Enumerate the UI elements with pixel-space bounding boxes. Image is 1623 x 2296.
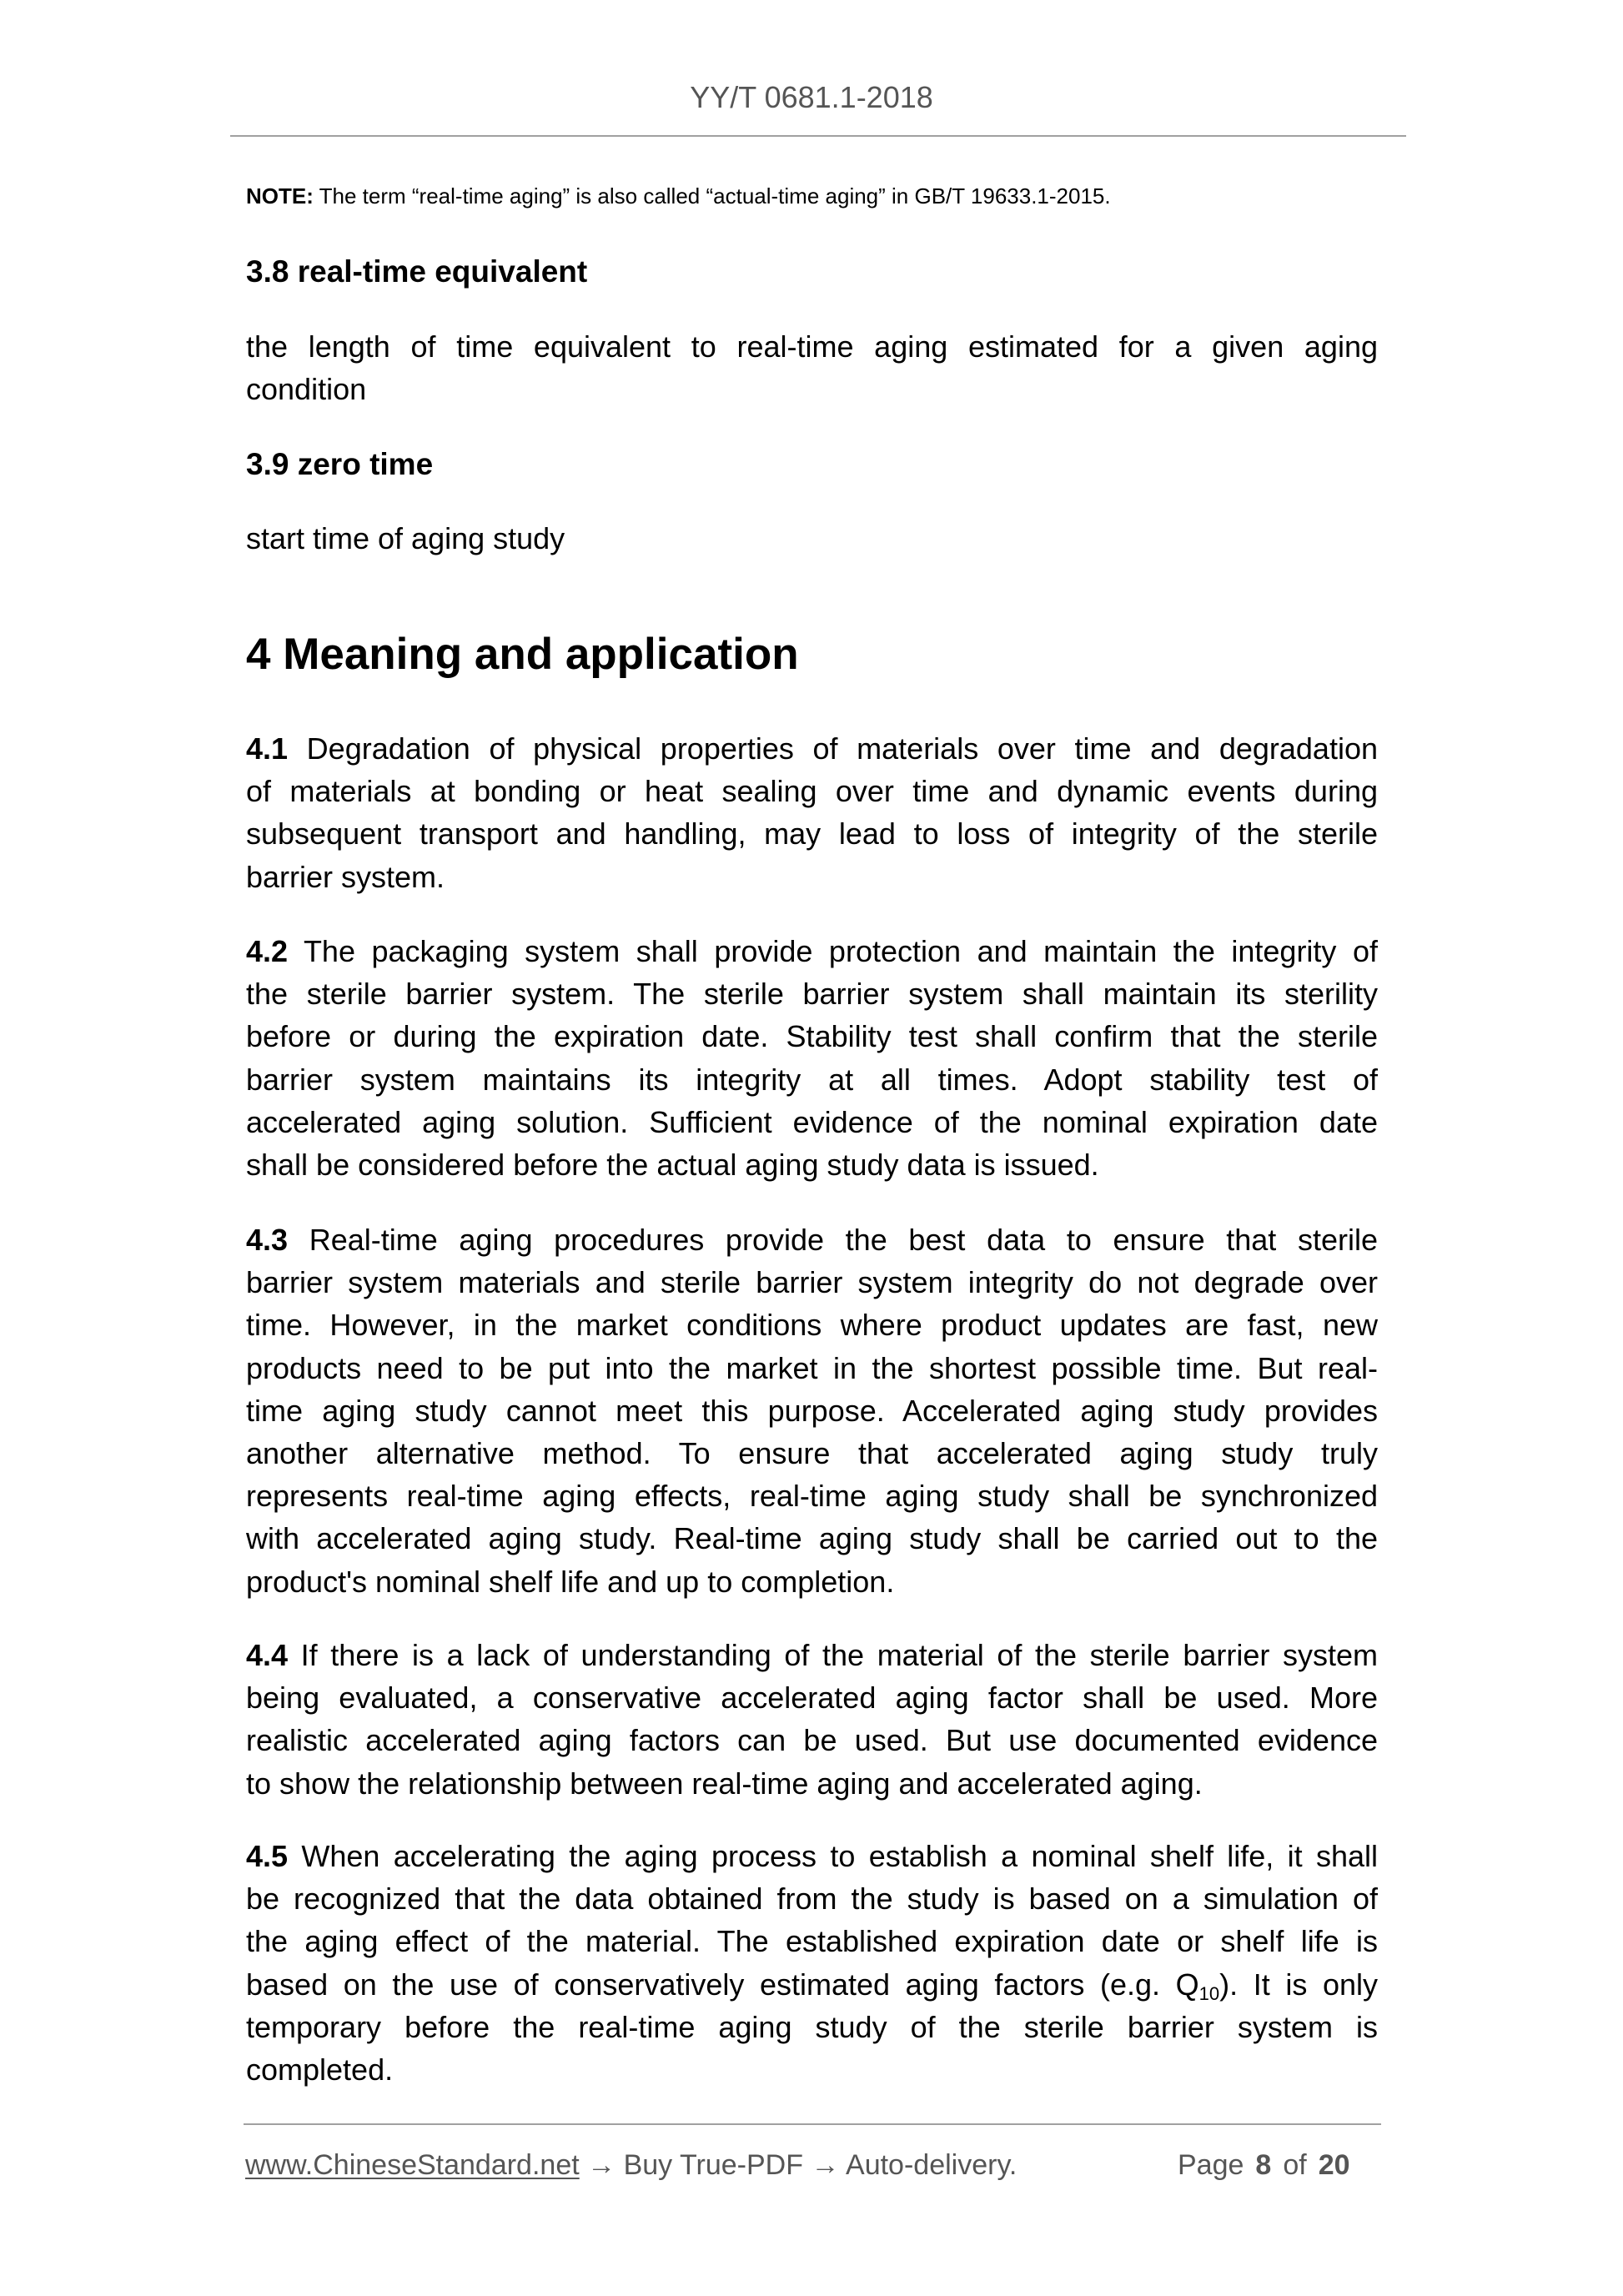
paragraph-line: the sterile barrier system. The sterile barrier system shall maintain its sterility — [246, 977, 1378, 1012]
clause-4-3 — [246, 1218, 1378, 1603]
page-current: 8 — [1255, 2149, 1272, 2181]
paragraph-line: temporary before the real-time aging study of the sterile barrier system is — [246, 2009, 1378, 2044]
note — [246, 183, 1111, 208]
page-total: 20 — [1318, 2149, 1350, 2181]
paragraph-line: being evaluated, a conservative accelerated aging factor shall be used. More — [246, 1681, 1378, 1716]
footer-step-delivery: Auto-delivery. — [846, 2149, 1018, 2181]
paragraph-line: another alternative method. To ensure that accelerated aging study truly — [246, 1435, 1378, 1470]
clause-4-1 — [246, 727, 1378, 898]
term-heading-3-9: 3.9 zero time — [246, 447, 434, 481]
paragraph-line: condition — [246, 372, 367, 407]
subscript: 10 — [1198, 1982, 1220, 2004]
term-definition-3-8 — [246, 325, 1378, 410]
footer-promo — [245, 2148, 1017, 2182]
paragraph-line — [246, 1218, 1378, 1261]
footer-divider — [244, 2123, 1381, 2125]
paragraph-line — [246, 1963, 1378, 2006]
clause-number: 4.3 — [246, 1223, 289, 1257]
page-of-label: of — [1283, 2149, 1307, 2181]
paragraph-line: with accelerated aging study. Real-time aging study shall be carried out to the — [246, 1521, 1378, 1556]
paragraph-line: be recognized that the data obtained from the study is based on a simulation of — [246, 1882, 1378, 1917]
paragraph-line: products need to be put into the market in the shortest possible time. But real- — [246, 1350, 1378, 1385]
paragraph-line: of materials at bonding or heat sealing over time and dynamic events during — [246, 774, 1378, 809]
website-link[interactable]: www.ChineseStandard.net — [245, 2149, 580, 2181]
paragraph-line — [246, 1634, 1378, 1676]
clause-number: 4.5 — [246, 1839, 289, 1873]
clause-4-5 — [246, 1835, 1378, 2091]
note-label: NOTE: — [246, 183, 314, 208]
paragraph-line: to show the relationship between real-time aging and accelerated aging. — [246, 1766, 1203, 1801]
paragraph-line: the aging effect of the material. The established expiration date or shelf life is — [246, 1924, 1378, 1959]
paragraph-line: before or during the expiration date. Stability test shall confirm that the sterile — [246, 1019, 1378, 1054]
clause-4-4 — [246, 1634, 1378, 1805]
term-definition-3-9 — [246, 517, 1378, 560]
clause-number: 4.2 — [246, 934, 289, 968]
clause-4-2 — [246, 930, 1378, 1186]
header-divider — [230, 135, 1406, 137]
paragraph-line: barrier system maintains its integrity at all times. Adopt stability test of — [246, 1062, 1378, 1097]
line-text: When accelerating the aging process to establish a nominal shelf life, it shall — [288, 1839, 1378, 1873]
paragraph-line — [246, 930, 1378, 972]
page-indicator — [1178, 2148, 1378, 2182]
line-text: ). It is only — [1219, 1967, 1378, 2002]
paragraph-line: represents real-time aging effects, real-time aging study shall be synchronized — [246, 1479, 1378, 1514]
line-text: Real-time aging procedures provide the best data to ensure that sterile — [288, 1223, 1378, 1257]
arrow-right-icon: → — [587, 2149, 616, 2181]
line-text: Degradation of physical properties of materials over time and degradation — [288, 731, 1378, 766]
paragraph-line: completed. — [246, 2052, 394, 2087]
paragraph-line: barrier system materials and sterile barrier system integrity do not degrade over — [246, 1265, 1378, 1300]
section-heading: 4 Meaning and application — [246, 630, 799, 679]
footer-step-buy: Buy True-PDF — [623, 2149, 803, 2181]
term-heading-3-8: 3.8 real-time equivalent — [246, 254, 588, 289]
clause-number: 4.4 — [246, 1638, 289, 1672]
note-text: The term “real-time aging” is also called “actual-time aging” in GB/T 19633.1-2015. — [313, 183, 1111, 208]
line-text: The packaging system shall provide protection and maintain the integrity of — [288, 934, 1378, 968]
paragraph-line: product's nominal shelf life and up to completion. — [246, 1564, 895, 1599]
paragraph-line: barrier system. — [246, 859, 445, 894]
line-text: If there is a lack of understanding of the material of the sterile barrier system — [288, 1638, 1378, 1672]
arrow-right-icon: → — [811, 2149, 840, 2181]
page-label: Page — [1178, 2149, 1244, 2181]
paragraph-line: time. However, in the market conditions where product updates are fast, new — [246, 1308, 1378, 1343]
paragraph-line — [246, 727, 1378, 770]
paragraph-line: realistic accelerated aging factors can be used. But use documented evidence — [246, 1723, 1378, 1758]
paragraph-line: subsequent transport and handling, may lead to loss of integrity of the sterile — [246, 816, 1378, 852]
clause-number: 4.1 — [246, 731, 289, 766]
paragraph-line: time aging study cannot meet this purpose. Accelerated aging study provides — [246, 1393, 1378, 1428]
paragraph-line: accelerated aging solution. Sufficient evidence of the nominal expiration date — [246, 1104, 1378, 1139]
line-text: based on the use of conservatively estimated aging factors (e.g. Q — [246, 1967, 1199, 2002]
paragraph-line: start time of aging study — [246, 521, 565, 555]
paragraph-line: shall be considered before the actual aging study data is issued. — [246, 1147, 1099, 1182]
running-header: YY/T 0681.1-2018 — [690, 80, 933, 114]
paragraph-line: the length of time equivalent to real-time aging estimated for a given aging — [246, 329, 1378, 364]
paragraph-line — [246, 1835, 1378, 1877]
